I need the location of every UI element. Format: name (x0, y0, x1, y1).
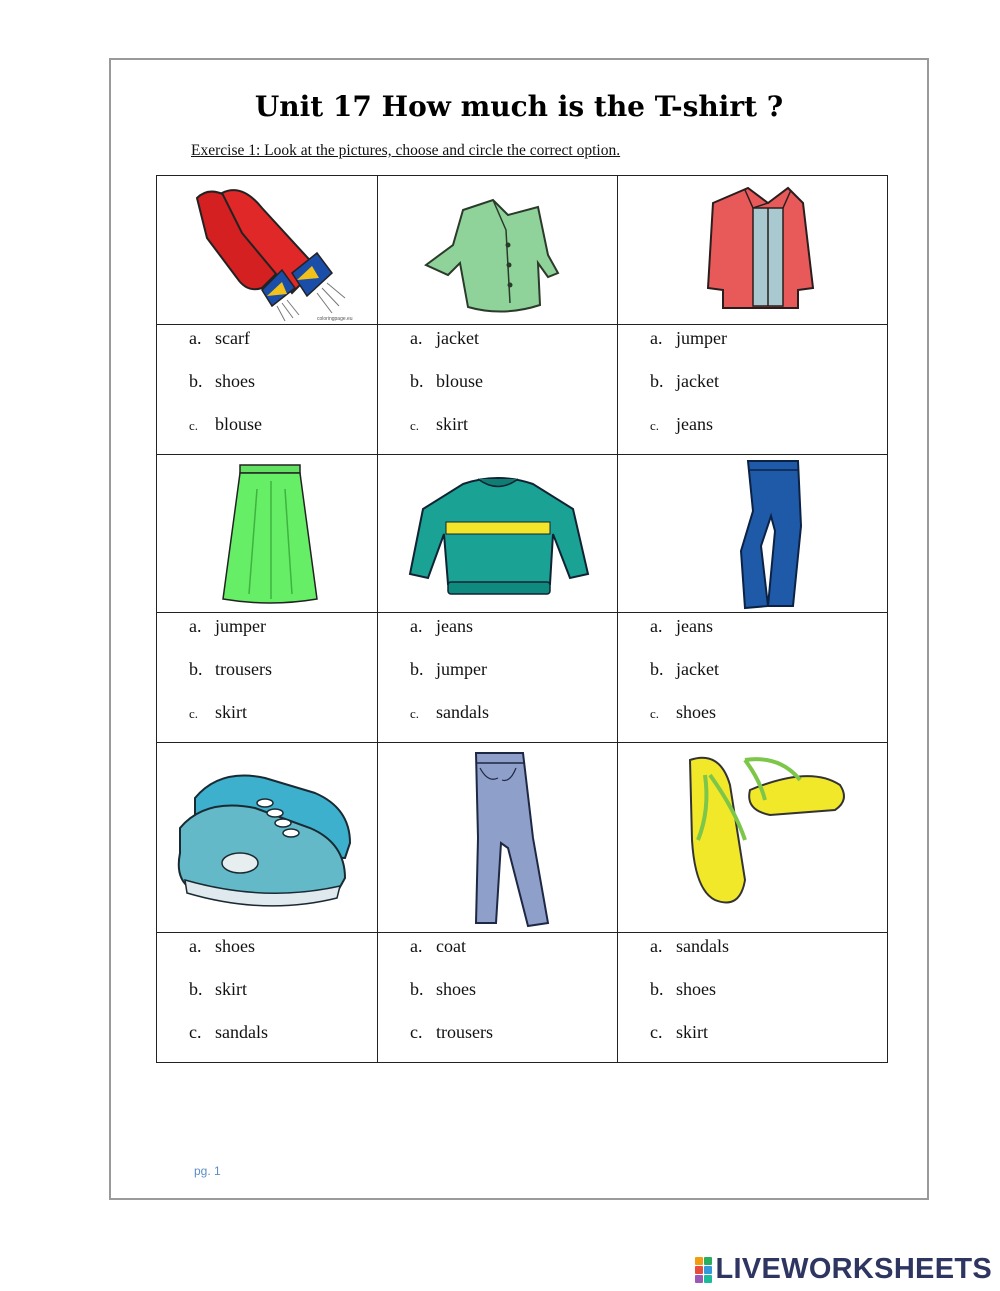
picture-cell (157, 176, 378, 325)
option-b[interactable]: b. shoes (189, 371, 255, 391)
options-cell (378, 325, 618, 455)
options-cell (618, 613, 888, 743)
brand-name: LIVEWORKSHEETS (715, 1253, 992, 1285)
option-c[interactable]: c. jeans (650, 414, 713, 434)
option-a[interactable]: a. jumper (650, 328, 727, 348)
exercise-instruction: Exercise 1: Look at the pictures, choose and circle the correct option. (191, 142, 621, 159)
worksheet-page (109, 58, 929, 1200)
option-c[interactable]: c. shoes (650, 702, 716, 722)
picture-cell (618, 455, 888, 613)
worksheet-title: Unit 17 How much is the T-shirt ? (254, 90, 784, 123)
picture-cell (378, 743, 618, 933)
sandals-picture (650, 750, 855, 925)
option-a[interactable]: a. jacket (410, 328, 479, 348)
options-cell (378, 933, 618, 1063)
jumper-picture (398, 464, 598, 604)
option-a[interactable]: a. jeans (410, 616, 473, 636)
picture-cell (378, 455, 618, 613)
option-b[interactable]: b. blouse (410, 371, 483, 391)
option-c[interactable]: c. skirt (189, 702, 248, 722)
options-cell (378, 613, 618, 743)
option-c[interactable]: c. blouse (189, 414, 262, 434)
picture-cell (157, 455, 378, 613)
option-b[interactable]: b. jacket (650, 659, 719, 679)
options-cell (157, 613, 378, 743)
picture-cell (618, 743, 888, 933)
option-b[interactable]: b. trousers (189, 659, 272, 679)
option-a[interactable]: a. jumper (189, 616, 266, 636)
options-cell (157, 325, 378, 455)
jacket-picture (653, 178, 853, 323)
shoes-picture (165, 758, 370, 918)
option-b[interactable]: b. jacket (650, 371, 719, 391)
scarf-picture-caption: coloringpage.eu (317, 315, 353, 322)
option-c[interactable]: c. sandals (189, 1022, 268, 1042)
option-b[interactable]: b. jumper (410, 659, 487, 679)
option-a[interactable]: a. scarf (189, 328, 250, 348)
picture-cell (618, 176, 888, 325)
option-c[interactable]: c. sandals (410, 702, 489, 722)
scarf-picture (167, 178, 367, 323)
option-b[interactable]: b. shoes (650, 979, 716, 999)
option-c[interactable]: c. skirt (410, 414, 469, 434)
blouse-picture (398, 185, 598, 315)
option-a[interactable]: a. shoes (189, 936, 255, 956)
option-c[interactable]: c. skirt (650, 1022, 709, 1042)
option-a[interactable]: a. jeans (650, 616, 713, 636)
skirt-picture (167, 459, 367, 609)
option-b[interactable]: b. shoes (410, 979, 476, 999)
picture-cell (378, 176, 618, 325)
options-cell (157, 933, 378, 1063)
exercise-grid (156, 175, 888, 1063)
options-cell (618, 325, 888, 455)
trousers-picture (398, 748, 598, 928)
options-cell (618, 933, 888, 1063)
jeans-picture (653, 456, 853, 611)
option-a[interactable]: a. sandals (650, 936, 729, 956)
option-b[interactable]: b. skirt (189, 979, 248, 999)
page-number: pg. 1 (194, 1164, 221, 1178)
option-c[interactable]: c. trousers (410, 1022, 493, 1042)
brand-logo[interactable] (695, 1253, 993, 1286)
brand-logo-icon (695, 1257, 712, 1283)
option-a[interactable]: a. coat (410, 936, 466, 956)
picture-cell (157, 743, 378, 933)
